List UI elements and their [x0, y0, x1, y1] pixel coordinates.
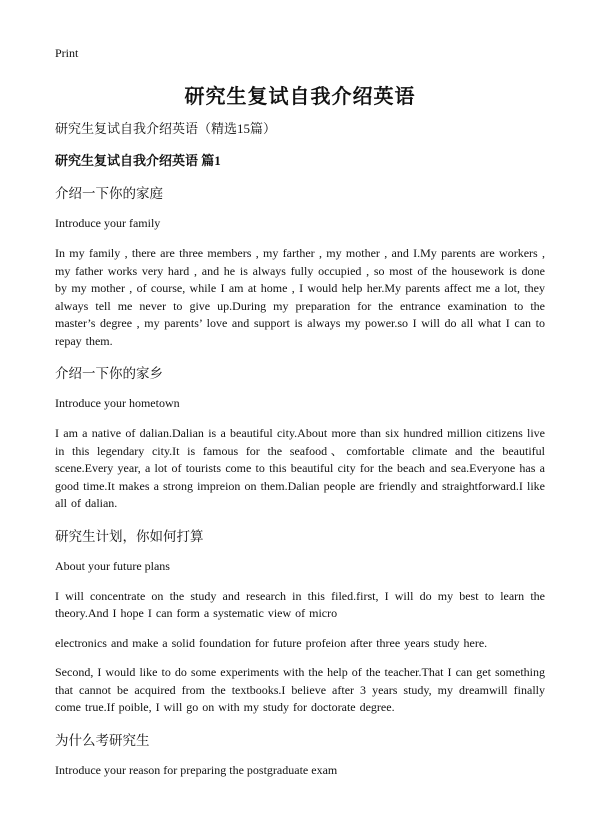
section-subtitle: Introduce your reason for preparing the postgraduate exam — [55, 762, 338, 777]
section-reason — [55, 729, 545, 778]
section-hometown — [55, 362, 545, 513]
print-label: Print — [55, 46, 79, 60]
section-heading: 介绍一下你的家庭 — [55, 186, 163, 201]
document-title: 研究生复试自我介绍英语 — [184, 86, 416, 108]
document-body — [55, 118, 545, 792]
section-heading: 研究生计划，你如何打算 — [55, 528, 204, 544]
paragraph: electronics and make a solid foundation for future profeion after three years study here. — [55, 635, 488, 650]
section-subtitle: About your future plans — [55, 558, 170, 573]
paragraph: In my family , there are three members , my farther , my mother , and I.My parents are workers , my father works very hard , and he is always fully occupied , so most of the housework is done by my mother , of course, while I am at home , I would help her.My parents affect me a lot, they always tell me never to give up.During my preparation for the entrance examination to the master’s degree , my parents’ love and support is always my power.so I will do all what I can to repay them. — [55, 246, 545, 348]
section-heading: 为什么考研究生 — [55, 732, 150, 748]
section-future-plans — [55, 525, 545, 717]
paragraph: Second, I would like to do some experiments with the help of the teacher.That I can get something that cannot be acquired from the textbooks.I believe after 3 years study, my dreamwill finally come true.If poible, I will go on with my study for doctorate degree. — [55, 665, 545, 714]
section-subtitle: Introduce your hometown — [55, 396, 180, 410]
article-heading: 研究生复试自我介绍英语 篇1 — [55, 153, 221, 168]
document-subtitle: 研究生复试自我介绍英语（精选15篇） — [55, 121, 277, 136]
paragraph: I am a native of dalian.Dalian is a beautiful city.About more than six hundred million citizens live in this legendary city.It is famous for the seafood、comfortable climate and the beautiful scene.Every year, a lot of tourists come to this beautiful city for the beach and sea.Everyone has a good time.It makes a strong impreion on them.Dalian people are friendly and straightforward.I like all of dalian. — [55, 426, 545, 510]
section-heading: 介绍一下你的家乡 — [55, 366, 163, 381]
section-subtitle: Introduce your family — [55, 216, 161, 230]
paragraph: I will concentrate on the study and research in this filed.first, I will do my best to learn the theory.And I hope I can form a systematic view of micro — [55, 588, 545, 620]
section-family — [55, 182, 545, 350]
